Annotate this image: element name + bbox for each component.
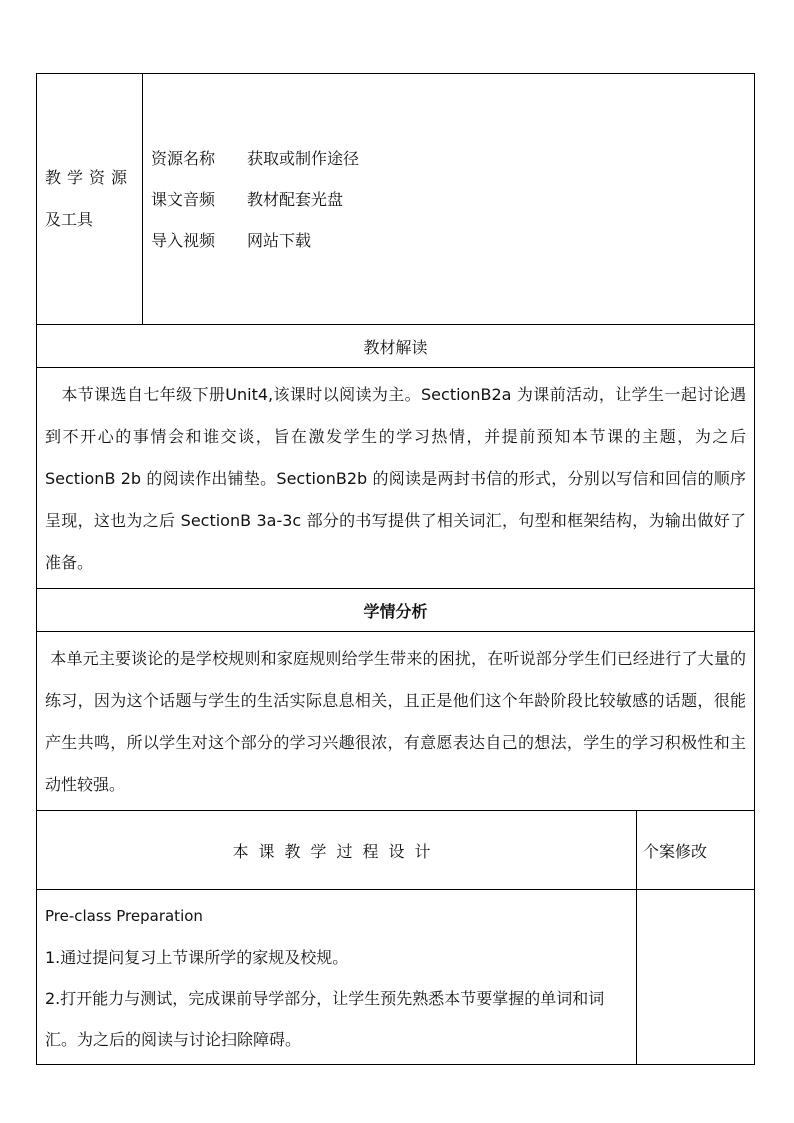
textbook-title: 教材解读 <box>37 325 755 368</box>
resources-list-cell <box>143 74 755 325</box>
design-process-cell <box>37 890 637 1065</box>
learner-title-row <box>37 589 755 632</box>
learner-title: 学情分析 <box>37 589 755 632</box>
design-title: 本课教学过程设计 <box>37 811 637 890</box>
resource-name: 课文音频 <box>151 189 216 209</box>
resource-name: 导入视频 <box>151 230 216 250</box>
learner-body <box>37 632 755 811</box>
resources-label-line2: 及工具 <box>45 210 94 229</box>
modify-cell <box>637 890 755 1065</box>
design-body-row <box>37 890 755 1065</box>
resources-row <box>37 74 755 325</box>
resource-row-header <box>151 138 754 179</box>
resource-source: 网站下载 <box>247 230 312 250</box>
resource-row <box>151 179 754 220</box>
resources-label-line1: 教学资源 <box>45 168 134 187</box>
learner-body-text: 本单元主要谈论的是学校规则和家庭规则给学生带来的困扰，在听说部分学生们已经进行了大量的练习，因为这个话题与学生的生活实际息息相关，且正是他们这个年龄阶段比较敏感的话题，很能产生共鸣，所以学生对这个部分的学习兴趣很浓，有意愿表达自己的想法，学生的学习积极性和主动性较强。 <box>45 649 747 794</box>
resource-source: 获取或制作途径 <box>247 148 360 168</box>
design-header-row <box>37 811 755 890</box>
process-item-1: 1.通过提问复习上节课所学的家规及校规。 <box>45 948 349 967</box>
textbook-body-text: 本节课选自七年级下册Unit4,该课时以阅读为主。SectionB2a 为课前活动，让学生一起讨论遇到不开心的事情会和谁交谈，旨在激发学生的学习热情，并提前预知本节课的主题，为之后 SectionB 2b 的阅读作出铺垫。SectionB2b 的阅读是两封书信的形式，分别以写信和回信的顺序呈现，这也为之后 SectionB 3a-3c 部分的书写提供了相关词汇，句型和框架结构，为输出做好了准备。 <box>45 385 747 572</box>
learner-body-row <box>37 632 755 811</box>
modify-label: 个案修改 <box>637 811 755 890</box>
resource-row <box>151 220 754 261</box>
textbook-title-row <box>37 325 755 368</box>
textbook-body <box>37 368 755 589</box>
process-item-2: 2.打开能力与测试，完成课前导学部分，让学生预先熟悉本节要掌握的单词和词汇。为之后的阅读与讨论扫除障碍。 <box>45 989 605 1049</box>
resource-source: 教材配套光盘 <box>247 189 344 209</box>
resource-name: 资源名称 <box>151 148 216 168</box>
process-heading: Pre-class Preparation <box>45 907 203 925</box>
lesson-plan-table <box>36 73 755 1065</box>
textbook-body-row <box>37 368 755 589</box>
resources-label-cell <box>37 74 143 325</box>
